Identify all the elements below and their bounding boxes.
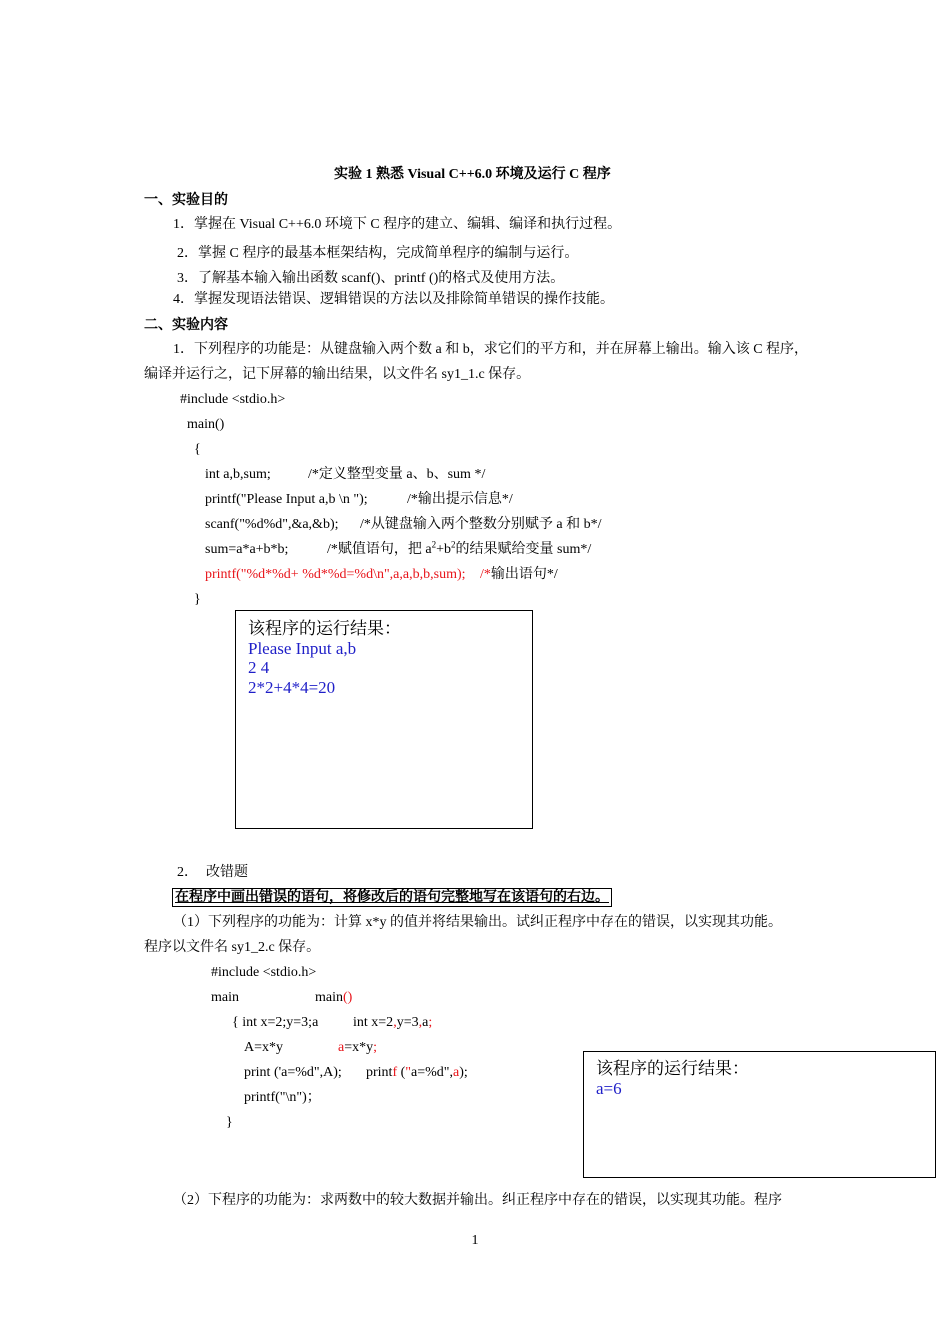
code-comment: /*定义整型变量 a、b、sum */: [308, 467, 486, 482]
code-main-fixed: main(): [315, 990, 353, 1005]
code-line: int a,b,sum;: [205, 467, 271, 482]
code-close-brace: }: [194, 592, 201, 607]
page-title: 实验 1 熟悉 Visual C++6.0 环境及运行 C 程序: [334, 167, 611, 182]
result-label: 该程序的运行结果：: [596, 1059, 749, 1078]
code-line: printf("Please Input a,b \n ");: [205, 492, 368, 507]
result-label: 该程序的运行结果：: [248, 619, 401, 638]
code-line-wrong: print ('a=%d",A);: [244, 1065, 342, 1080]
objective-item: 2．掌握 C 程序的最基本框架结构，完成简单程序的编制与运行。: [177, 246, 579, 261]
objective-item: 4．掌握发现语法错误、逻辑错误的方法以及排除简单错误的操作技能。: [173, 292, 614, 307]
code-main-wrong: main: [211, 990, 239, 1005]
code-comment: /*输出语句*/: [480, 567, 558, 582]
task1-description: 1．下列程序的功能是：从键盘输入两个数 a 和 b，求它们的平方和，并在屏幕上输出。输入该 C 程序，: [173, 342, 809, 357]
objective-item: 3．了解基本输入输出函数 scanf()、printf ()的格式及使用方法。: [177, 271, 565, 286]
code-main: main(): [187, 417, 225, 432]
code-line-fixed: int x=2,y=3,a;: [353, 1015, 433, 1030]
task2-title: 改错题: [206, 865, 248, 880]
code-line-highlighted: printf("%d*%d+ %d*%d=%d\n",a,a,b,b,sum);: [205, 567, 466, 582]
code-comment: /*从键盘输入两个整数分别赋予 a 和 b*/: [360, 517, 602, 532]
code-line-fixed: printf ("a=%d",a);: [366, 1065, 468, 1080]
code-line-fixed: a=x*y;: [338, 1040, 378, 1055]
result-box-task1: [235, 610, 533, 829]
code-comment: /*赋值语句，把 $a^2+b^2$的结果赋给变量 sum*/: [327, 539, 592, 557]
sub2-description: （2）下程序的功能为：求两数中的较大数据并输出。纠正程序中存在的错误，以实现其功能。程序: [173, 1193, 782, 1208]
code-line: sum=a*a+b*b;: [205, 542, 289, 557]
code-comment: /*输出提示信息*/: [407, 492, 513, 507]
task2-number: 2．: [177, 865, 198, 880]
code-open-brace: {: [194, 442, 201, 457]
result-output-line: 2*2+4*4=20: [248, 677, 336, 697]
page-number: 1: [471, 1233, 479, 1248]
sub1-description: （1）下列程序的功能为：计算 x*y 的值并将结果输出。试纠正程序中存在的错误，以实现其功能。: [173, 915, 782, 930]
code-include: #include <stdio.h>: [180, 392, 286, 407]
code-line: printf("\n")；: [244, 1090, 321, 1105]
code-line: scanf("%d%d",&a,&b);: [205, 517, 339, 532]
code-line-wrong: { int x=2;y=3;a: [232, 1015, 319, 1030]
task2-instruction: 在程序中画出错误的语句，将修改后的语句完整地写在该语句的右边。: [172, 888, 612, 907]
result-box-sub1: [583, 1051, 936, 1178]
code-close-brace: }: [226, 1115, 233, 1130]
task1-description-cont: 编译并运行之，记下屏幕的输出结果，以文件名 sy1_1.c 保存。: [144, 367, 531, 382]
section-heading-objectives: 一、实验目的: [144, 193, 228, 208]
section-heading-content: 二、实验内容: [144, 318, 228, 333]
objective-item: 1．掌握在 Visual C++6.0 环境下 C 程序的建立、编辑、编译和执行过程。: [173, 217, 622, 232]
code-include: #include <stdio.h>: [211, 965, 317, 980]
sub1-description-cont: 程序以文件名 sy1_2.c 保存。: [144, 940, 321, 955]
code-line-wrong: A=x*y: [244, 1040, 284, 1055]
result-output-line: Please Input a,b: [248, 638, 357, 658]
result-output-line: 2 4: [248, 658, 270, 677]
result-output-line: a=6: [596, 1078, 622, 1098]
